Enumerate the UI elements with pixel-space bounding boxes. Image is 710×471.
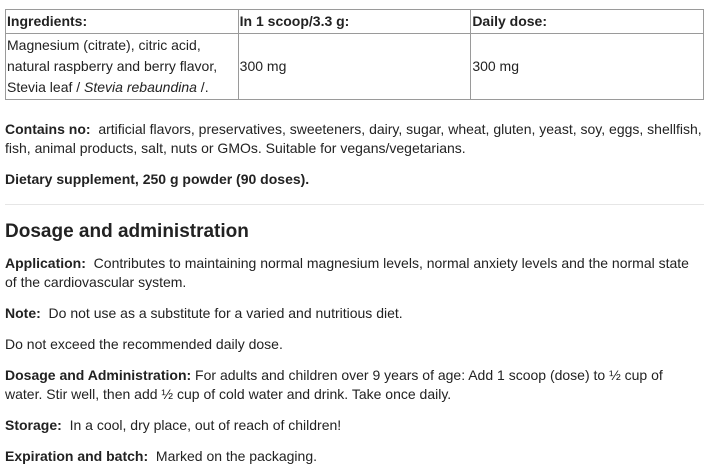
section-divider: [5, 204, 704, 205]
header-ingredients: Ingredients:: [6, 10, 239, 34]
contains-no-label: Contains no:: [5, 121, 91, 137]
application-paragraph: [5, 254, 704, 292]
exceed-warning: Do not exceed the recommended daily dose.: [5, 336, 283, 352]
table-row: [6, 34, 704, 100]
ingredients-line-3-prefix: Stevia leaf /: [7, 79, 85, 95]
ingredients-cell: [6, 34, 239, 100]
application-text: Contributes to maintaining normal magnesium levels, normal anxiety levels and the normal state of the cardiovascular system.: [5, 255, 693, 290]
note-paragraph: [5, 304, 704, 323]
product-details: [5, 9, 704, 466]
daily-dose-cell: 300 mg: [471, 34, 704, 100]
header-per-scoop: In 1 scoop/3.3 g:: [238, 10, 471, 34]
dosage-label: Dosage and Administration:: [5, 367, 192, 383]
storage-paragraph: [5, 416, 704, 435]
table-header-row: [6, 10, 704, 34]
storage-text: In a cool, dry place, out of reach of children!: [61, 417, 342, 433]
per-scoop-cell: 300 mg: [238, 34, 471, 100]
expiration-label: Expiration and batch:: [5, 448, 149, 464]
expiration-paragraph: [5, 447, 704, 466]
contains-no-paragraph: [5, 120, 704, 158]
application-label: Application:: [5, 255, 86, 271]
contains-no-text: artificial flavors, preservatives, sweeteners, dairy, sugar, wheat, gluten, yeast, soy, eggs, shellfish, fish, animal products, salt, nuts or GMOs. Suitable for vegans/vegetarians.: [5, 121, 706, 156]
note-label: Note:: [5, 305, 41, 321]
storage-label: Storage:: [5, 417, 62, 433]
header-daily-dose: Daily dose:: [471, 10, 704, 34]
dosage-paragraph: [5, 366, 704, 404]
dosage-text: For adults and children over 9 years of age: Add 1 scoop (dose) to ½ cup of water. Stir well, then add ½ cup of cold water and drink. Take once daily.: [5, 367, 667, 402]
note-text: Do not use as a substitute for a varied and nutritious diet.: [40, 305, 403, 321]
supplement-info: Dietary supplement, 250 g powder (90 doses).: [5, 171, 310, 187]
section-title: Dosage and administration: [5, 221, 249, 242]
stevia-latin-name: Stevia rebaundina: [84, 79, 197, 95]
ingredients-line-3-suffix: /.: [196, 79, 209, 95]
ingredients-line-2: natural raspberry and berry flavor,: [7, 58, 218, 74]
ingredients-table: [5, 9, 704, 100]
ingredients-line-1: Magnesium (citrate), citric acid,: [7, 37, 201, 53]
expiration-text: Marked on the packaging.: [148, 448, 318, 464]
